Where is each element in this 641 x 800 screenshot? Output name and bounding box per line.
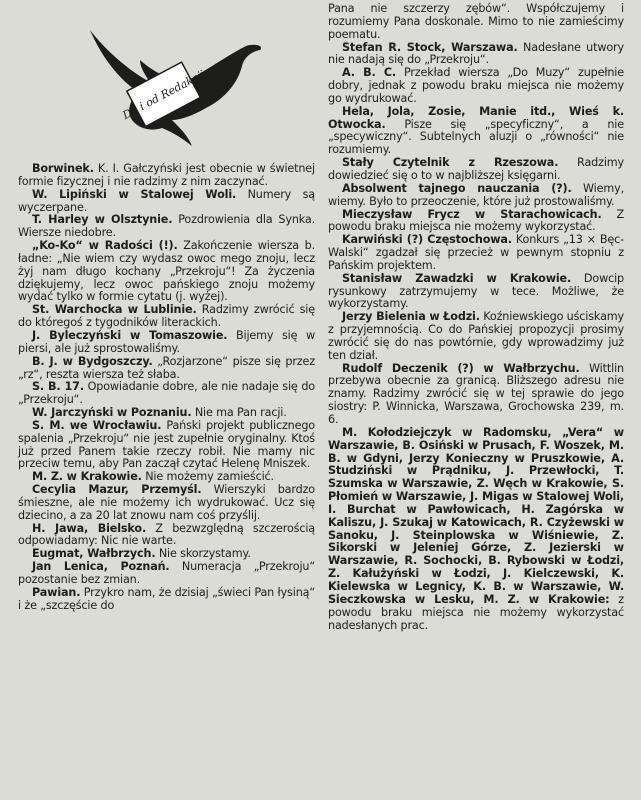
reply-text: Wiemy, wiemy. Było to przeoczenie, które już prostowaliśmy.: [328, 181, 624, 208]
reply-text: Wierszyki bardzo śmieszne, ale nie możemy ich wydrukować. Ucz się dziecino, a za 20 lat znowu nam coś przyślij.: [18, 483, 316, 522]
reply-entry: [18, 189, 315, 215]
reply-entry: [18, 420, 315, 471]
correspondent-name: W. Lipiński w Stalowej Woli.: [32, 187, 237, 201]
reply-text: Z bezwzględną szczerością odpowiadamy: Nic nie warte.: [18, 521, 316, 548]
logo-text: Do i od Redakcji: [120, 67, 208, 122]
reply-text: Dowcip rysunkowy zatrzymujemy w tece. Możliwe, że wykorzystamy.: [328, 271, 624, 311]
correspondent-name: Eugmat, Wałbrzych.: [32, 547, 156, 561]
reply-text: Numeracja „Przekroju“ pozostanie bez zmian.: [18, 560, 315, 586]
correspondent-name: Cecylia Mazur, Przemyśl.: [32, 483, 202, 497]
reply-text: Przekład wiersza „Do Muzy“ zupełnie dobry, jednak z powodu braku miejsca nie możemy go wydrukować.: [328, 66, 624, 105]
reply-text: Nadesłane utwory nie nadają się do „Przekroju“.: [328, 40, 624, 67]
reply-text: Przykro nam, że dzisiaj „świeci Pan łysiną“ i że „szczęście do: [18, 585, 315, 612]
reply-text: Pański projekt publicznego spalenia „Przekroju“ nie jest zupełnie oryginalny. Ktoś już przed Panem takie rzeczy robił. Nie mamy nic przeciw temu, aby Pan zaczął czytać Helenę Mniszek.: [18, 418, 315, 471]
reply-text: Opowiadanie dobre, ale nie nadaje się do „Przekroju“.: [18, 380, 316, 407]
correspondent-name: W. Jarczyński w Poznaniu.: [32, 406, 192, 420]
correspondent-name: Stały Czytelnik z Rzeszowa.: [342, 156, 559, 170]
correspondent-name: Mieczysław Frycz w Starachowicach.: [342, 207, 602, 221]
correspondent-name: S. B. 17.: [32, 380, 84, 394]
correspondent-name: T. Harley w Olsztynie.: [32, 213, 173, 227]
correspondent-name: Jan Lenica, Poznań.: [32, 560, 170, 574]
reply-text: Bijemy się w piersi, ale już sprostowaliśmy.: [18, 328, 315, 355]
reply-entry: [18, 304, 315, 330]
correspondent-name: M. Kołodziejczyk w Radomsku, „Vera“ w Warszawie, B. Osiński w Prusach, F. Woszek, M. B. w Gdyni, Jerzy Konieczny w Pruszkowie, A. Studziński w Prądniku, J. Przewłocki, T. Szumska w Warszawie, Z. Węch w Krakowie, S. Płomień w Warszawie, J. Migas w Stalowej Woli, I. Burchat w Pawłowicach, H. Zagórska w Kaliszu, J. Szukaj w Katowicach, R. Czyżewski w Sanoku, J. Steinplowska w Wiśniewie, Z. Sikorski w Jeleniej Górze, Z. Jezierski w Warszawie, R. Sochocki, B. Rybowski w Łodzi, Z. Kałużyński w Łodzi, J. Kielczewski, K. Kielewska w Legnicy, K. B. w Warszawie, W. Sieczkowska w Lesku, M. Z. w Krakowie:: [328, 425, 624, 606]
reply-text: Nie skorzystamy.: [155, 547, 251, 561]
correspondent-name: J. Byleczyński w Tomaszowie.: [32, 328, 228, 342]
reply-text: Numery są wyczerpane.: [18, 187, 315, 214]
reply-entry: [18, 587, 315, 613]
reply-text: Zakończenie wiersza b. ładne: „Nie wiem czy wydasz owoc mego znoju, lecz żyj nam długo kochany „Przekroju“! Za życzenia dziękujemy, lecz owoc pańskiego znoju możemy wydać tylko w formie cytatu (j. wyżej).: [18, 239, 315, 304]
reply-text: Pozdrowienia dla Synka. Wiersze niedobre.: [18, 213, 316, 240]
reply-entry: [328, 363, 624, 427]
correspondent-name: Jerzy Bielenia w Łodzi.: [342, 310, 480, 324]
correspondent-name: St. Warchocka w Lublinie.: [32, 303, 197, 317]
reply-entry: [328, 209, 624, 235]
reply-entry: [328, 157, 624, 183]
reply-entry: [18, 381, 315, 407]
reply-entry: [18, 523, 315, 549]
reply-entry: [328, 42, 624, 68]
left-column: [18, 163, 315, 613]
reply-text: K. I. Gałczyński jest obecnie w świetnej formie fizycznej i nie radzimy z nim zaczynać.: [18, 162, 315, 188]
correspondent-name: Rudolf Deczenik (?) w Wałbrzychu.: [342, 361, 580, 375]
reply-entry: [328, 67, 624, 106]
reply-text: Koźniewskiego uściskamy z przyjemnością. Co do Pańskiej propozycji prosimy zwrócić się do nas powtórnie, gdy wprowadzimy już ten dział.: [328, 310, 624, 362]
reply-entry: [328, 311, 624, 362]
correspondent-name: Absolwent tajnego nauczania (?).: [342, 181, 572, 195]
correspondent-name: B. J. w Bydgoszczy.: [32, 354, 153, 368]
correspondent-name: Karwiński (?) Częstochowa.: [342, 233, 512, 247]
reply-entry: [18, 330, 315, 356]
entry-continuation: Pana nie szczerzy zębów“. Współczujemy i rozumiemy Pana doskonale. Mimo to nie zamieścimy poematu.: [328, 2, 624, 41]
reply-text: z powodu braku miejsca nie możemy wykorzystać nadesłanych prac.: [328, 592, 624, 632]
reply-entry: [18, 561, 315, 587]
correspondent-name: Pawian.: [32, 585, 81, 599]
correspondent-name: Borwinek.: [32, 162, 94, 175]
reply-entry: [328, 183, 624, 209]
reply-text: Z powodu braku miejsca nie możemy wykorzystać.: [328, 207, 624, 234]
reply-entry: [18, 214, 315, 240]
reply-text: Konkurs „13 × Bęc-Walski“ zgadzał się przecież w pewnym stopniu z Pańskim projektem.: [328, 233, 624, 272]
reply-entry: [18, 163, 315, 189]
correspondent-name: Stefan R. Stock, Warszawa.: [342, 40, 518, 54]
reply-text: Pisze się „specyficzny“, a nie „specywiczny“. Subtelnych aluzji o „równości“ nie rozumiemy.: [328, 117, 624, 157]
reply-text: Nie ma Pan racji.: [191, 406, 287, 420]
reply-entry: [18, 356, 315, 382]
correspondent-name: H. Jawa, Bielsko.: [32, 521, 147, 535]
correspondent-name: Stanisław Zawadzki w Krakowie.: [342, 271, 572, 285]
reply-text: „Rozjarzone“ pisze się przez „rz“, reszta wiersza też słaba.: [18, 354, 315, 381]
dove-logo: [80, 16, 270, 156]
correspondent-name: A. B. C.: [342, 66, 397, 80]
correspondent-name: „Ko-Ko“ w Radości (!).: [32, 239, 178, 253]
reply-entry: [328, 234, 624, 273]
right-column: [328, 3, 624, 632]
reply-entry: [328, 427, 624, 633]
reply-entry: [328, 273, 624, 312]
reply-text: Wittlin przebywa obecnie za granicą. Bliższego adresu nie znamy. Radzimy zwrócić się w tej sprawie do jego siostry: P. Winnicka, Warszawa, Grochowska 239, m. 6.: [328, 361, 624, 426]
reply-text: Radzimy dowiedzieć się o to w najbliższej księgarni.: [328, 156, 624, 182]
reply-entry: [18, 240, 315, 304]
correspondent-name: S. M. we Wrocławiu.: [32, 418, 162, 432]
reply-entry: [18, 484, 315, 523]
correspondent-name: Hela, Jola, Zosie, Manie itd., Wieś k. Otwocka.: [328, 104, 624, 131]
reply-entry: [328, 106, 624, 157]
correspondent-name: M. Z. w Krakowie.: [32, 470, 142, 484]
reply-text: Nie możemy zamieścić.: [141, 470, 274, 484]
reply-text: Radzimy zwrócić się do któregoś z tygodników literackich.: [18, 303, 316, 330]
